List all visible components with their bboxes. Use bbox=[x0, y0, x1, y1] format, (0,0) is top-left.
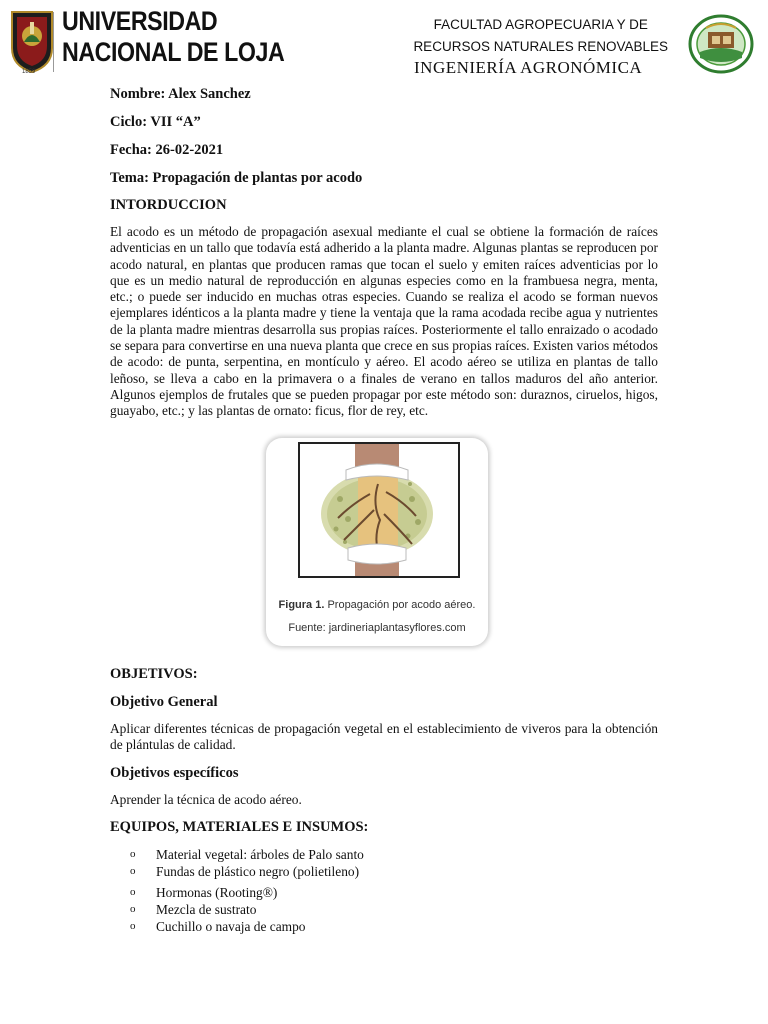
career-name: INGENIERÍA AGRONÓMICA bbox=[414, 58, 643, 77]
general-objective-heading: Objetivo General bbox=[110, 694, 218, 710]
faculty-line2: RECURSOS NATURALES RENOVABLES bbox=[413, 39, 668, 54]
faculty-line1: FACULTAD AGROPECUARIA Y DE bbox=[433, 17, 648, 32]
figure-caption-text: Propagación por acodo aéreo. bbox=[324, 599, 476, 611]
list-item bbox=[130, 918, 364, 935]
intro-paragraph: El acodo es un método de propagación asexual mediante el cual se obtiene la formación de raíces adventicias en un tallo que todavía está adherido a la planta madre. Algunas plantas se reproducen por acodo natural, en plantas que producen ramas que tocan el suelo y emiten raíces adventicias por lo que es un medio natural de reproducción en algunas especies como en la frambuesa negra, menta, etc.; o puede ser inducido en muchas otras especies. Cuando se realiza el acodo se forman nuevos ejemplares idénticos a la planta madre y tiene la ventaja que la rama acodada recibe agua y nutrientes de la planta madre mientras desarrolla sus propias raíces. Posteriormente el tallo enraizado o acodado se separa para convertirse en una nueva planta que crece en sus propias raíces. Existen varios métodos de acodo: de punta, serpentina, en montículo y aéreo. El acodo aéreo se utiliza en plantas de tallo leñoso, se lleva a cabo en la primavera o a finales de verano en tallos maduros del año anterior. Algunos ejemplos de frutales que se pueden propagar por este método son: duraznos, ciruelos, higos, guayabo, etc.; y las plantas de ornato: ficus, flor de rey, etc. bbox=[110, 224, 658, 419]
student-name: Nombre: Alex Sanchez bbox=[110, 86, 251, 102]
bullet-icon: o bbox=[130, 848, 136, 860]
general-objective-text: Aplicar diferentes técnicas de propagación vegetal en el establecimiento de viveros para la obtención de plántulas de calidad. bbox=[110, 721, 658, 753]
university-name-line1: UNIVERSIDAD bbox=[62, 6, 218, 36]
university-logo bbox=[10, 8, 54, 76]
list-item bbox=[130, 863, 364, 880]
faculty-name bbox=[413, 14, 668, 58]
objectives-heading: OBJETIVOS: bbox=[110, 666, 198, 682]
university-name-line2: NACIONAL DE LOJA bbox=[62, 37, 285, 67]
list-item-text: Hormonas (Rooting®) bbox=[156, 885, 278, 900]
list-item-text: Fundas de plástico negro (polietileno) bbox=[156, 864, 360, 879]
list-item-text: Cuchillo o navaja de campo bbox=[156, 919, 306, 934]
list-item-text: Mezcla de sustrato bbox=[156, 902, 257, 917]
header-divider bbox=[53, 12, 54, 72]
page-header bbox=[0, 0, 768, 84]
materials-heading: EQUIPOS, MATERIALES E INSUMOS: bbox=[110, 819, 369, 835]
list-item-text: Material vegetal: árboles de Palo santo bbox=[156, 847, 364, 862]
materials-list bbox=[130, 846, 364, 935]
figure-caption bbox=[266, 599, 488, 611]
logo-year: 1859 bbox=[22, 69, 36, 75]
cycle: Ciclo: VII “A” bbox=[110, 114, 201, 130]
intro-heading: INTORDUCCION bbox=[110, 197, 227, 213]
topic: Tema: Propagación de plantas por acodo bbox=[110, 170, 363, 186]
specific-objectives-heading: Objetivos específicos bbox=[110, 765, 239, 781]
bullet-icon: o bbox=[130, 920, 136, 932]
figure bbox=[266, 438, 488, 646]
university-name bbox=[62, 6, 284, 68]
figure-caption-label: Figura 1. bbox=[278, 599, 325, 611]
figure-source: Fuente: jardineriaplantasyflores.com bbox=[288, 622, 466, 634]
figure-illustration bbox=[298, 442, 460, 578]
list-item bbox=[130, 846, 364, 863]
bullet-icon: o bbox=[130, 865, 136, 877]
specific-objective-text: Aprender la técnica de acodo aéreo. bbox=[110, 792, 302, 807]
faculty-logo bbox=[688, 14, 754, 74]
date: Fecha: 26-02-2021 bbox=[110, 142, 224, 158]
bullet-icon: o bbox=[130, 886, 136, 898]
list-item bbox=[130, 901, 364, 918]
bullet-icon: o bbox=[130, 903, 136, 915]
air-layering-image bbox=[300, 444, 458, 576]
list-item bbox=[130, 884, 364, 901]
